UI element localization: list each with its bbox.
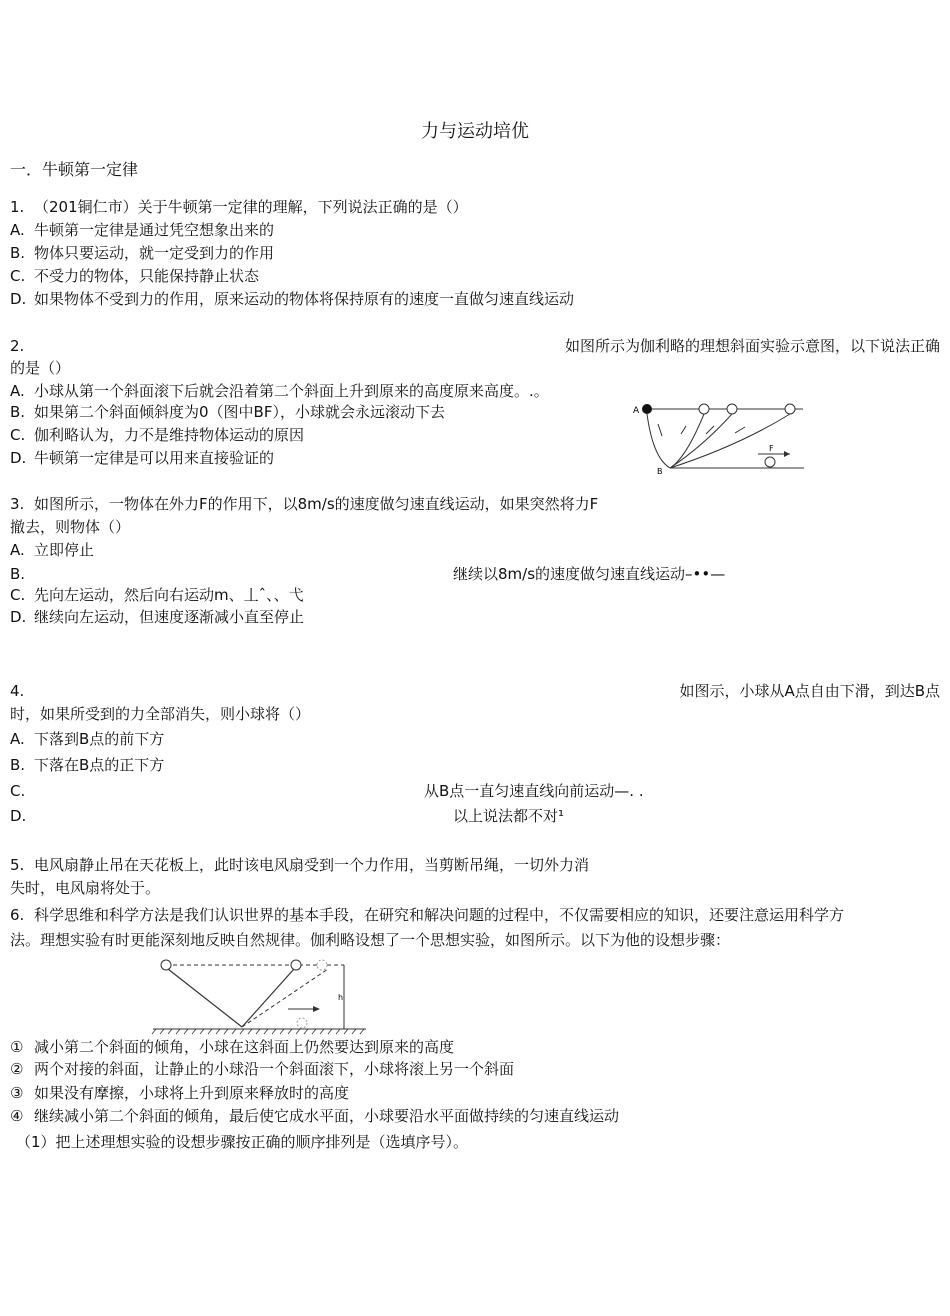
step-text: 继续减小第二个斜面的倾角，最后使它成水平面，小球要沿水平面做持续的匀速直线运动 (34, 1107, 620, 1125)
section-heading: 一．牛顿第一定律 (10, 160, 139, 179)
ball-outline (785, 404, 795, 414)
q4-option-d-label: D. (10, 807, 27, 825)
question-1-stem (10, 197, 468, 217)
ball-outline (765, 457, 775, 467)
q6-step-2 (10, 1059, 514, 1079)
arrow-head-icon (313, 1006, 320, 1012)
option-text: 牛顿第一定律是通过凭空想象出来的 (34, 221, 275, 239)
option-label: A. (10, 382, 25, 400)
q4-option-d-text: 以上说法都不对¹ (453, 807, 565, 825)
q4-option-b (10, 755, 164, 775)
option-label: C. (10, 267, 26, 285)
option-text: 立即停止 (34, 541, 95, 559)
q2-option-c (10, 425, 304, 445)
question-2-stem-cont: 的是（） (10, 359, 71, 377)
question-number: 3. (10, 495, 25, 513)
question-text: 科学思维和科学方法是我们认识世界的基本手段，在研究和解决问题的过程中，不仅需要相应的知识，还要注意运用科学方 (34, 906, 845, 924)
question-2-stem: 如图所示为伽利略的理想斜面实验示意图，以下说法正确 (564, 337, 940, 355)
option-label: B. (10, 244, 26, 262)
second-incline-steep (670, 414, 704, 468)
q6-step-3 (10, 1083, 349, 1103)
option-text: 下落到B点的前下方 (34, 730, 165, 748)
option-text: 小球从第一个斜面滚下后就会沿着第二个斜面上升到原来的高度原来高度。.。 (34, 382, 549, 400)
option-text: 下落在B点的正下方 (34, 756, 165, 774)
q6-step-4 (10, 1106, 619, 1126)
question-6-line2: 法。理想实验有时更能深刻地反映自然规律。伽利略设想了一个思想实验，如图所示。以下为他的设想步骤： (10, 931, 731, 949)
step-text: 减小第二个斜面的倾角，小球在这斜面上仍然要达到原来的高度 (34, 1038, 455, 1056)
first-incline (647, 414, 670, 468)
option-text: 先向左运动，然后向右运动m、丄ˆ、、弋 (34, 586, 304, 604)
option-label: A. (10, 221, 25, 239)
q1-option-d (10, 289, 574, 309)
question-4-stem: 如图示，小球从A点自由下滑，到达B点 (679, 682, 940, 700)
q3-option-b-text: 继续以8m/s的速度做匀速直线运动–••— (453, 565, 726, 583)
option-text: 如果第二个斜面倾斜度为0（图中BF），小球就会永远滚动下去 (34, 403, 445, 421)
question-number: 5. (10, 856, 25, 874)
question-text: 电风扇静止吊在天花板上，此时该电风扇受到一个力作用，当剪断吊绳，一切外力消 (34, 856, 590, 874)
question-number: 1. (10, 198, 25, 216)
path-arrow (658, 424, 662, 436)
q2-option-b (10, 402, 445, 422)
q2-option-a (10, 381, 549, 401)
q4-option-c-label: C. (10, 782, 26, 800)
q3-option-c (10, 585, 304, 605)
label-a: A (633, 406, 640, 416)
option-text: 不受力的物体，只能保持静止状态 (34, 267, 260, 285)
question-text: （201铜仁市）关于牛顿第一定律的理解，下列说法正确的是（） (34, 198, 468, 216)
ball-outline (317, 960, 327, 970)
option-label: D. (10, 290, 27, 308)
question-4-stem-cont: 时，如果所受到的力全部消失，则小球将（） (10, 705, 311, 723)
label-b: B (657, 467, 663, 476)
ball-outline (699, 404, 709, 414)
step-mark: ① (10, 1038, 24, 1056)
option-text: 物体只要运动，就一定受到力的作用 (34, 244, 275, 262)
second-incline (242, 969, 294, 1027)
option-text: 继续向左运动，但速度逐渐减小直至停止 (34, 608, 305, 626)
step-text: 两个对接的斜面，让静止的小球沿一个斜面滚下，小球将滚上另一个斜面 (34, 1060, 515, 1078)
ball-outline (297, 1018, 307, 1028)
q4-option-a (10, 729, 164, 749)
q1-option-a (10, 220, 274, 240)
q6-sub-question-1: （1）把上述理想实验的设想步骤按正确的顺序排列是（选填序号）。 (16, 1133, 469, 1151)
option-text: 牛顿第一定律是可以用来直接验证的 (34, 449, 275, 467)
option-label: A. (10, 541, 25, 559)
option-label: B. (10, 756, 26, 774)
q3-option-a (10, 540, 94, 560)
question-3-stem-cont: 撤去，则物体（） (10, 518, 131, 536)
question-5-line2: 失时，电风扇将处于。 (10, 879, 161, 897)
step-text: 如果没有摩擦，小球将上升到原来释放时的高度 (34, 1084, 350, 1102)
step-mark: ② (10, 1060, 24, 1078)
ball-at-a (642, 404, 652, 414)
arrow-head-icon (784, 451, 790, 457)
q6-step-1 (10, 1037, 454, 1057)
path-arrow (735, 427, 745, 433)
question-text: 如图所示，一物体在外力F的作用下，以8m/s的速度做匀速直线运动，如果突然将力F (34, 495, 599, 513)
step-mark: ④ (10, 1107, 24, 1125)
start-ball (161, 960, 171, 970)
question-3-stem (10, 494, 598, 514)
q3-option-d (10, 607, 304, 627)
ball-outline (291, 960, 301, 970)
q4-option-c-text: 从B点一直匀速直线向前运动—. . (424, 782, 644, 800)
question-number: 6. (10, 906, 25, 924)
galileo-incline-figure (628, 396, 808, 476)
q1-option-b (10, 243, 274, 263)
option-label: C. (10, 426, 26, 444)
question-4-number: 4. (10, 682, 25, 700)
question-2-number: 2. (10, 337, 25, 355)
option-text: 如果物体不受到力的作用，原来运动的物体将保持原有的速度一直做匀速直线运动 (34, 290, 575, 308)
ground-hatching (152, 1029, 364, 1034)
option-label: D. (10, 608, 27, 626)
option-text: 伽利略认为，力不是维持物体运动的原因 (34, 426, 305, 444)
reduced-incline (242, 969, 328, 1027)
step-mark: ③ (10, 1084, 24, 1102)
q2-option-d (10, 448, 274, 468)
path-arrow (706, 426, 714, 434)
option-label: C. (10, 586, 26, 604)
q3-option-b-label: B. (10, 565, 26, 583)
ball-outline (727, 404, 737, 414)
label-f: F (769, 444, 774, 453)
path-arrow (681, 426, 686, 434)
question-6-line1 (10, 905, 844, 925)
thought-experiment-figure (150, 955, 370, 1035)
question-5-line1 (10, 855, 589, 875)
option-label: A. (10, 730, 25, 748)
page-title: 力与运动培优 (421, 121, 529, 142)
first-incline (168, 969, 242, 1027)
option-label: D. (10, 449, 27, 467)
label-h: h (338, 993, 344, 1002)
q1-option-c (10, 266, 259, 286)
option-label: B. (10, 403, 26, 421)
